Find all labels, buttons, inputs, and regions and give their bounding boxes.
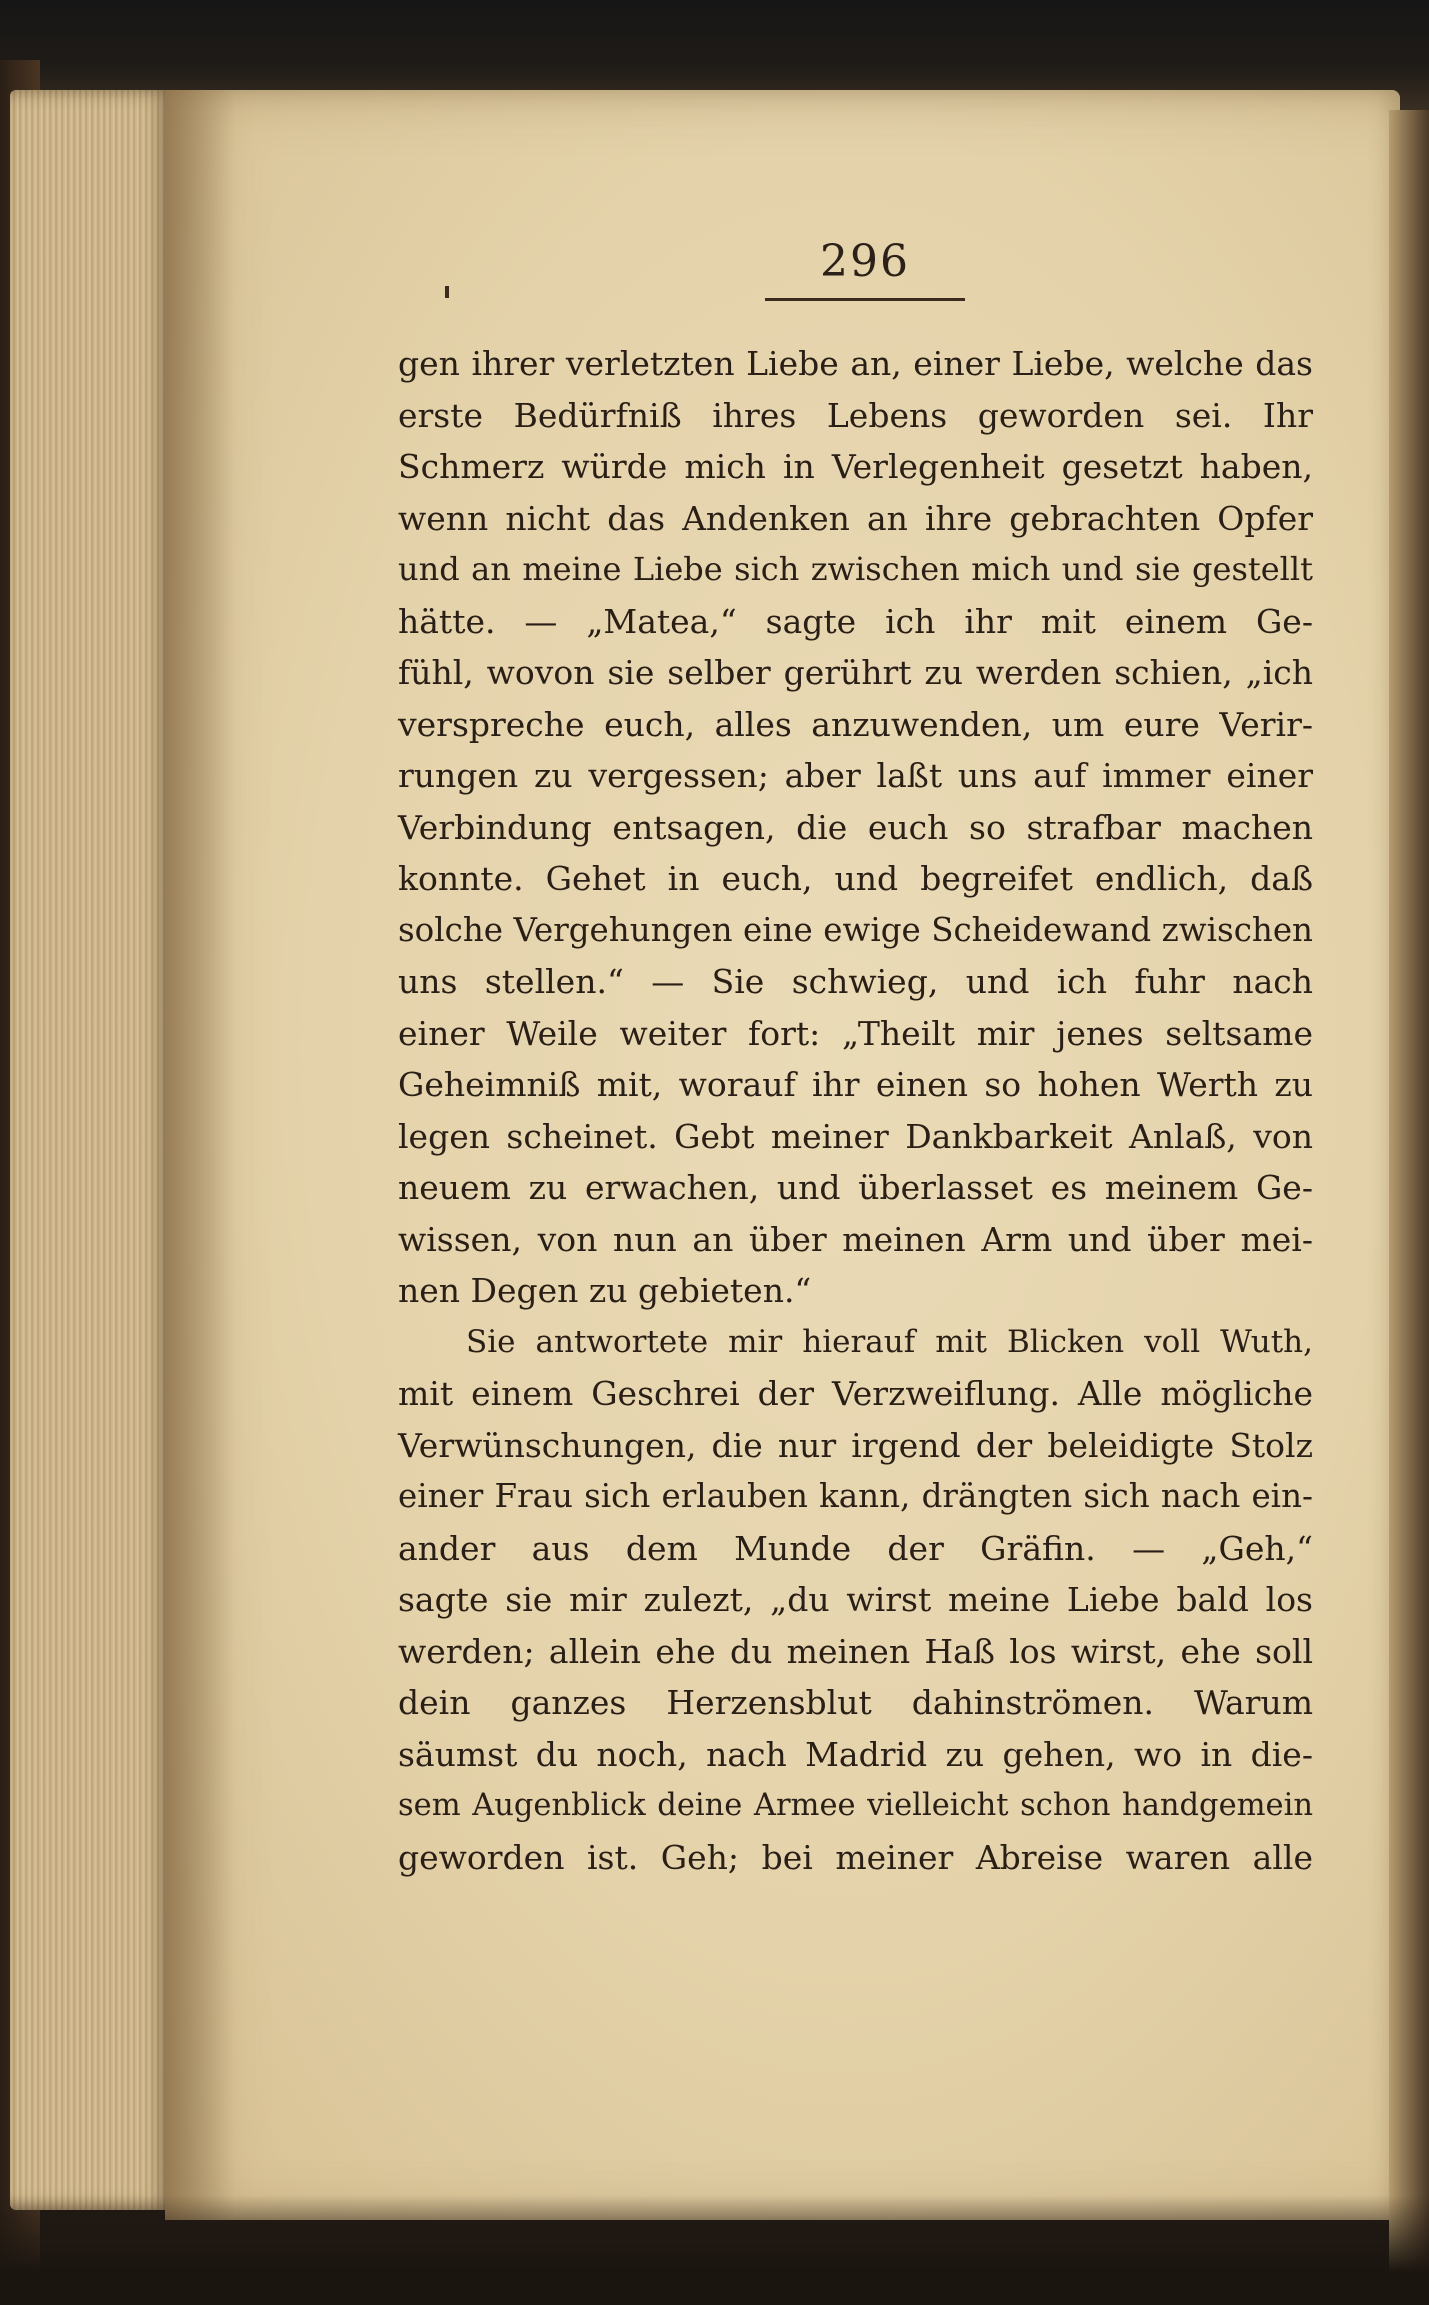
text-line: verspreche euch, alles anzuwenden, um eure Verir-	[398, 704, 1313, 744]
text-line: neuem zu erwachen, und überlasset es meinem Ge-	[398, 1168, 1313, 1207]
text-line: gen ihrer verletzten Liebe an, einer Liebe, welche das	[398, 344, 1313, 383]
text-line: uns stellen.“ — Sie schwieg, und ich fuhr nach	[398, 962, 1313, 1001]
text-line: hätte. — „Matea,“ sagte ich ihr mit einem Ge-	[398, 601, 1313, 641]
text-line: wenn nicht das Andenken an ihre gebrachten Opfer	[398, 498, 1313, 538]
text-line: Sie antwortete mir hierauf mit Blicken voll Wuth,	[466, 1323, 1313, 1360]
text-line: rungen zu vergessen; aber laßt uns auf immer einer	[398, 756, 1313, 795]
text-line: Verbindung entsagen, die euch so strafbar machen	[398, 807, 1313, 847]
text-line: Geheimniß mit, worauf ihr einen so hohen Werth zu	[398, 1065, 1313, 1104]
text-line: konnte. Gehet in euch, und begreifet endlich, daß	[398, 859, 1313, 898]
gutter-shadow	[165, 90, 235, 2220]
page-stack	[10, 90, 170, 2210]
text-line: einer Frau sich erlauben kann, drängten sich nach ein-	[398, 1477, 1313, 1515]
text-line: Verwünschungen, die nur irgend der beleidigte Stolz	[398, 1425, 1313, 1465]
text-line: nen Degen zu gebieten.“	[398, 1271, 812, 1310]
text-line: geworden ist. Geh; bei meiner Abreise waren alle	[398, 1837, 1313, 1877]
right-page-edge	[1389, 110, 1429, 2305]
text-line: Schmerz würde mich in Verlegenheit gesetzt haben,	[398, 447, 1313, 486]
page-number-rule	[765, 298, 965, 301]
body-text	[398, 338, 1313, 1883]
bottom-shadow	[0, 2195, 1429, 2305]
text-line: fühl, wovon sie selber gerührt zu werden schien, „ich	[398, 653, 1313, 692]
text-line: und an meine Liebe sich zwischen mich und sie gestellt	[398, 550, 1313, 588]
text-line: sagte sie mir zulezt, „du wirst meine Liebe bald los	[398, 1580, 1313, 1619]
text-line: ander aus dem Munde der Gräfin. — „Geh,“	[398, 1528, 1313, 1568]
text-line: dein ganzes Herzensblut dahinströmen. Warum	[398, 1683, 1313, 1722]
text-line: einer Weile weiter fort: „Theilt mir jenes seltsame	[398, 1013, 1313, 1053]
text-line: sem Augenblick deine Armee vielleicht schon handgemein	[398, 1788, 1313, 1823]
page-number: 296	[820, 236, 910, 287]
text-line: solche Vergehungen eine ewige Scheidewand zwischen	[398, 910, 1313, 949]
text-line: mit einem Geschrei der Verzweiflung. Alle mögliche	[398, 1374, 1313, 1413]
text-line: erste Bedürfniß ihres Lebens geworden sei. Ihr	[398, 395, 1313, 435]
paragraph-2	[398, 1317, 1313, 1884]
text-line: wissen, von nun an über meinen Arm und über mei-	[398, 1219, 1313, 1259]
text-line: säumst du noch, nach Madrid zu gehen, wo in die-	[398, 1734, 1313, 1774]
text-line: werden; allein ehe du meinen Haß los wirst, ehe soll	[398, 1631, 1313, 1671]
paragraph-1	[398, 338, 1313, 1317]
text-line: legen scheinet. Gebt meiner Dankbarkeit Anlaß, von	[398, 1116, 1313, 1156]
print-mark	[445, 286, 449, 298]
